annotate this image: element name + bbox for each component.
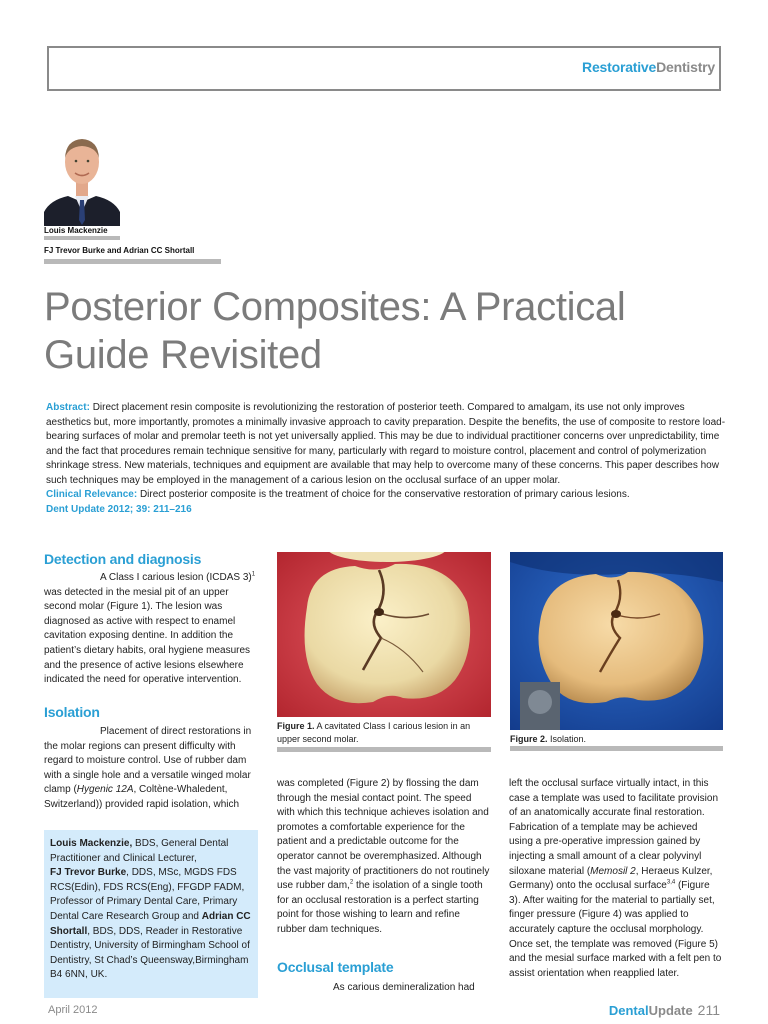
page-number: 211 [697,1002,720,1018]
heading-detection: Detection and diagnosis [44,551,202,567]
figure-1-rule [277,747,491,752]
author-portrait [44,128,120,226]
template-paragraph: left the occlusal surface virtually intact, in this case a template was used to facilitate provision of an anatomically accurate final restoration. Fabrication of a template may be achieved using a pre-operative impression gained by injecting a small amount of a clear polyvinyl siloxane material (Memosil 2, Heraeus Kulzer, Germany) onto the occlusal surface$^{3,4}$ (Figure 3). After waiting for the material to partially set, finger pressure (Figure 4) was applied to accurately capture the occlusal morphology. Once set, the template was removed (Figure 5) and the mesial surface marked with a felt pen to assist orientation when reapplied later. [509,778,722,979]
figure-2-rule [510,746,723,751]
figure-1-image [277,552,491,717]
author-name: Louis Mackenzie [44,226,108,235]
detection-paragraph: A Class I carious lesion (ICDAS 3)$^1$ was detected in the mesial pit of an upper second molar (Figure 1). The lesion was diagnosed as active with respect to enamel cavitation exposing dentine. In addition the patient’s dietary habits, oral hygiene measures and the presence of active lesions elsewhere indicated the need for operative intervention. [44,571,256,686]
title-line-1: Posterior Composites: A Practical [44,285,626,329]
article-title [44,283,734,379]
section-label: RestorativeDentistry [582,59,715,75]
occlusal-template-paragraph: As carious demineralization had [333,982,475,993]
abstract-label: Abstract: [46,402,90,413]
heading-occlusal-template: Occlusal template [277,959,394,975]
co-authors: FJ Trevor Burke and Adrian CC Shortall [44,246,195,255]
citation: Dent Update 2012; 39: 211–216 [46,503,192,515]
abstract-text: Direct placement resin composite is revolutionizing the restoration of posterior teeth. Compared to amalgam, its use not only improves aesthetics but, more importantly, promotes a minimally invasive approach to cavity preparation. Despite the benefits, the use of composite to restore load-bearing surfaces of molar and premolar teeth is not yet universally applied. This may be due to individual practitioner concerns over unpredictability, time and the fact that procedures remain technique sensitive for many, particularly with regard to moisture control, placement and control of polymerization shrinkage stress. New materials, techniques and equipment are available that may help to overcome many of these concerns. This paper describes how such techniques may be employed in the management of a carious lesion on the occlusal surface of an upper molar. [46,402,726,486]
section-header-box [47,46,721,91]
abstract-paragraph [46,401,726,488]
clinical-relevance [46,488,726,503]
abstract [46,401,726,517]
footer-date: April 2012 [48,1004,98,1016]
affiliation-box: Louis Mackenzie, BDS, General Dental Practitioner and Clinical Lecturer, FJ Trevor Burke, DDS, MSc, MGDS FDS RCS(Edin), FDS RCS(Eng), FFGDP FADM, Professor of Primary Dental Care, Primary Dental Care Research Group and Adrian CC Shortall, BDS, DDS, Reader in Restorative Dentistry, University of Birmingham School of Dentistry, St Chad’s Queensway,Birmingham B4 6NN, UK. [44,830,258,998]
author-rule [44,236,120,240]
figure-2-image [510,552,723,730]
figure-2-caption: Figure 2. Isolation. [510,734,587,744]
heading-isolation: Isolation [44,704,100,720]
co-authors-rule [44,259,221,264]
figure-1-caption: Figure 1. A cavitated Class I carious lesion in an upper second molar. [277,721,471,744]
isolation-paragraph: Placement of direct restorations in the molar regions can present difficulty with regard to moisture control. Use of rubber dam with a single hole and a versatile winged molar clamp (Hygenic 12A, Coltène-Whaledent, Switzerland)) provided rapid isolation, which [44,726,252,810]
title-line-2: Guide Revisited [44,333,322,377]
clinical-relevance-text: Direct posterior composite is the treatment of choice for the conservative restoration of primary carious lesions. [139,489,630,500]
clinical-relevance-label: Clinical Relevance: [46,489,138,500]
isolation-continued-paragraph: was completed (Figure 2) by flossing the dam through the mesial contact point. The speed with which this technique achieves isolation and promotes a comfortable experience for the patient and a predictable outcome for the operator cannot be overemphasized. Although the vast majority of practitioners do not routinely use rubber dam,$^2$ the isolation of a single tooth for an occlusal restoration is a perfect starting point for those wishing to learn and refine rubber dam techniques. [277,778,490,935]
footer-journal: DentalUpdate 211 [608,1002,720,1018]
